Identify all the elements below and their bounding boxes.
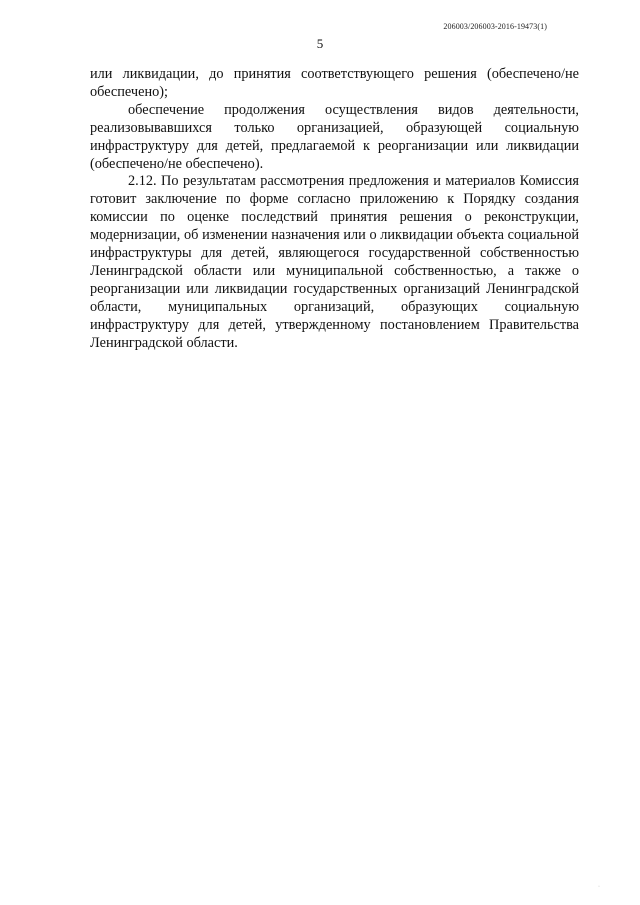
paragraph-activities: обеспечение продолжения осуществления видов деятельности, реализовывавшихся только организацией, образующей социальную инфраструктуру для детей, предлагаемой к реорганизации или ликвидации (обеспечено/не обеспечено). [90,101,579,172]
page-number: 5 [316,36,324,51]
footer-mark: · [598,884,600,890]
document-body [90,66,579,353]
document-id: 206003/206003-2016-19473(1) [443,22,547,31]
paragraph-2-12: 2.12. По результатам рассмотрения предложения и материалов Комиссия готовит заключение по форме согласно приложению к Порядку создания комиссии по оценке последствий принятия решения о реконструкции, модернизации, об изменении назначения или о ликвидации объекта социальной инфраструктуры для детей, являющегося государственной собственностью Ленинградской области или муниципальной собственностью, а также о реорганизации или ликвидации государственных организаций Ленинградской области, муниципальных организаций, образующих социальную инфраструктуру для детей, утвержденному постановлением Правительства Ленинградской области. [90,173,579,351]
paragraph-continuation: или ликвидации, до принятия соответствующего решения (обеспечено/не обеспечено); [90,66,579,100]
